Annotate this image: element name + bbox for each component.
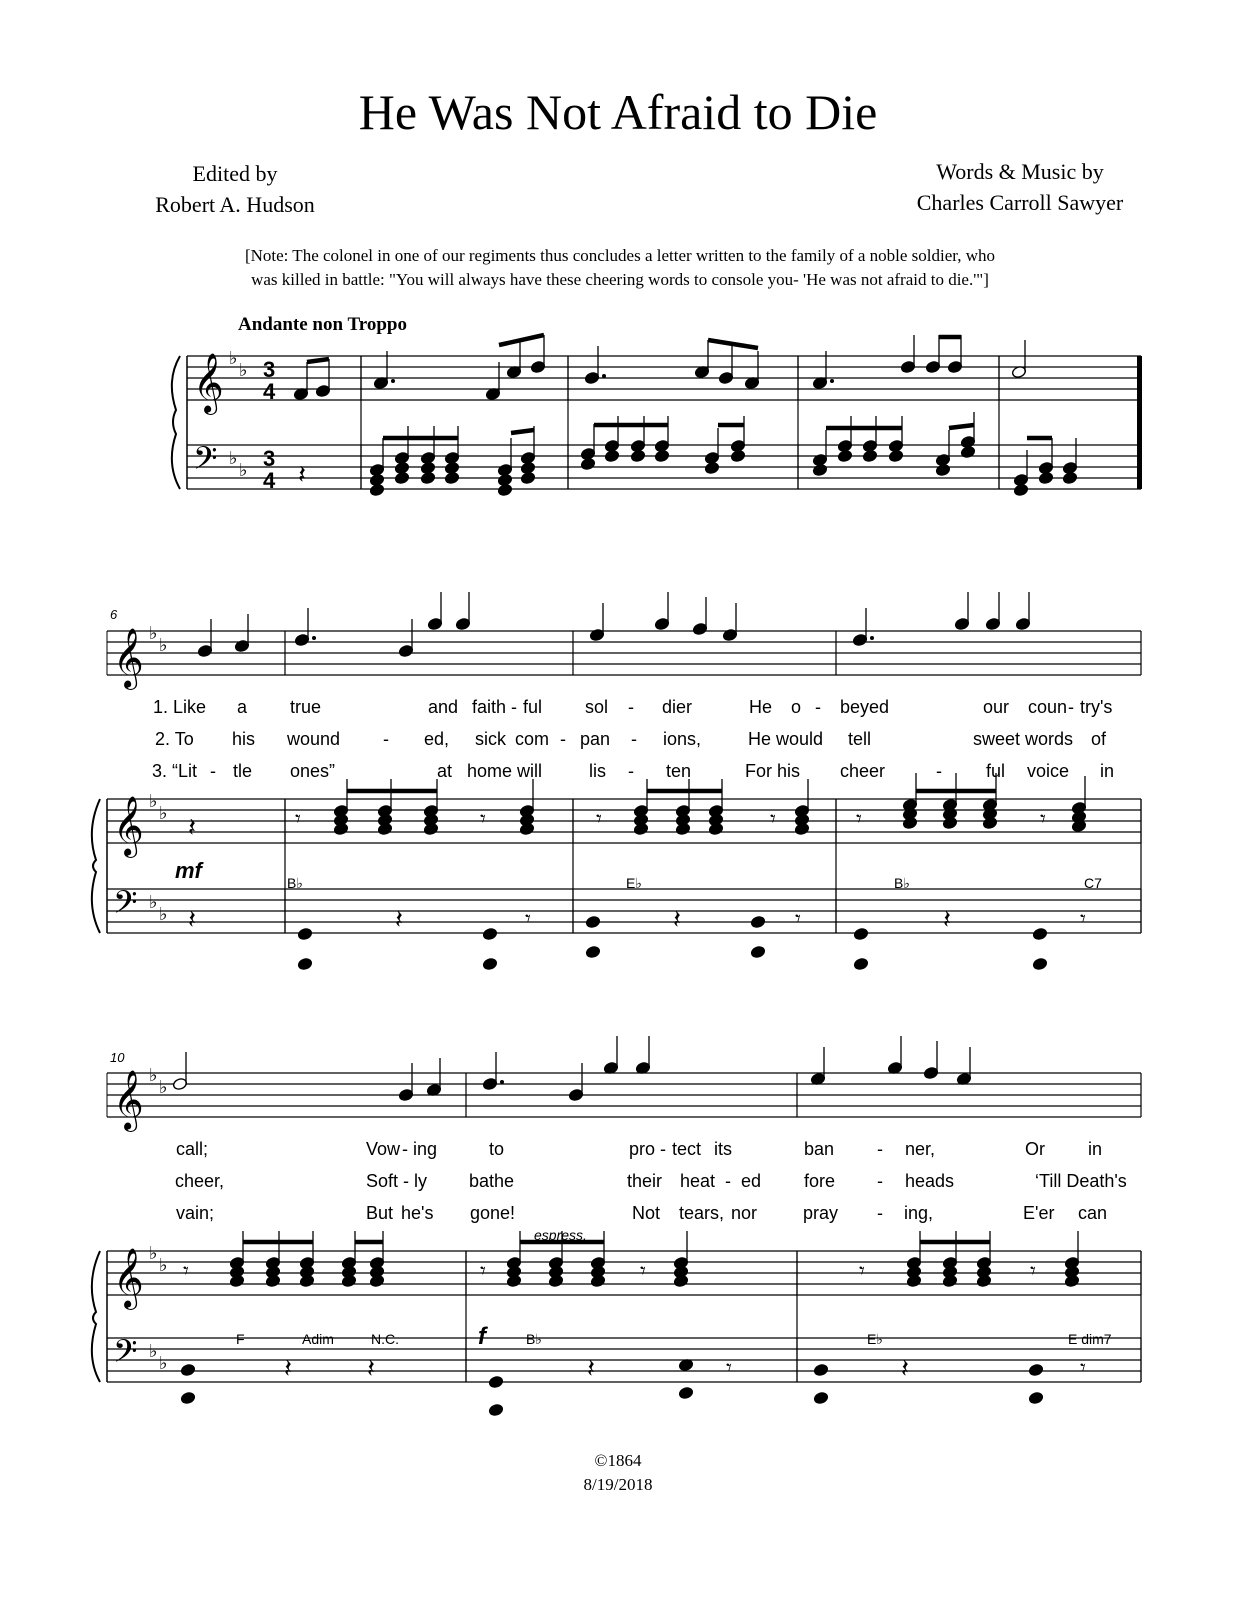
- staff-lines: [107, 356, 1141, 1382]
- quarter-rest-icon: 𝄽: [188, 904, 196, 934]
- brace-icon: [172, 356, 180, 489]
- note-head: [853, 927, 868, 940]
- note: [585, 915, 600, 928]
- note: [568, 1063, 583, 1102]
- flat-icon: ♭: [239, 460, 248, 480]
- lyric: tears,: [679, 1203, 725, 1223]
- note: [813, 1391, 828, 1404]
- lyric: ones”: [290, 761, 336, 781]
- note: [750, 945, 765, 958]
- eighth-rest-icon: 𝄾: [770, 806, 776, 831]
- eighth-rest-icon: 𝄾: [480, 1258, 486, 1283]
- eighth-rest-icon: 𝄾: [1030, 1258, 1036, 1283]
- note-head: [853, 957, 868, 970]
- quarter-rest-icon: 𝄽: [673, 904, 681, 934]
- flat-icon: ♭: [239, 360, 248, 380]
- lyric: -: [511, 697, 517, 717]
- chord-symbol: F: [236, 1331, 245, 1347]
- eighth-rest-icon: 𝄾: [525, 906, 531, 931]
- note: [722, 603, 737, 642]
- time-signature: 3: [263, 357, 276, 382]
- expression-espress: espress.: [534, 1227, 587, 1243]
- bass-clef-icon: 𝄢: [193, 442, 218, 484]
- note: [887, 1036, 902, 1075]
- lyric: coun: [1028, 697, 1068, 717]
- lyric: vain;: [176, 1203, 215, 1223]
- note: [488, 1403, 503, 1416]
- note: [172, 1052, 187, 1091]
- note-line-2: was killed in battle: "You will always have these cheering words to console you- 'He was not afraid to die.'"]: [251, 270, 989, 289]
- quarter-rest-icon: 𝄽: [943, 904, 951, 934]
- lyric: o: [791, 697, 802, 717]
- note: [398, 1063, 413, 1102]
- lyric: their: [627, 1171, 663, 1191]
- quarter-rest-icon: 𝄽: [901, 1353, 909, 1383]
- lyric: sick: [475, 729, 506, 749]
- lyric: com: [515, 729, 550, 749]
- note: [718, 346, 733, 385]
- quarter-rest-icon: 𝄽: [587, 1353, 595, 1383]
- note-head: [585, 945, 600, 958]
- lyric: cheer,: [175, 1171, 225, 1191]
- note: [1028, 1391, 1043, 1404]
- note: [197, 619, 212, 658]
- flat-icon: ♭: [229, 348, 238, 368]
- lyric: -: [725, 1171, 731, 1191]
- treble-clef-icon: 𝄞: [113, 797, 144, 855]
- flat-icon: ♭: [159, 1255, 168, 1275]
- flat-icon: ♭: [159, 1353, 168, 1373]
- note: [293, 362, 308, 401]
- lyric: 3. “Lit: [152, 761, 198, 781]
- lyric: wound: [287, 729, 341, 749]
- note: [900, 335, 915, 374]
- lyric: pray: [803, 1203, 839, 1223]
- composer-label: Words & Music by: [936, 159, 1104, 184]
- lyric: in: [1100, 761, 1115, 781]
- lyric: ful: [523, 697, 543, 717]
- note: [750, 915, 765, 928]
- note: [455, 592, 470, 631]
- lyric: a: [237, 697, 248, 717]
- note: [956, 1047, 971, 1086]
- lyric: pro: [629, 1139, 656, 1159]
- lyric: -: [403, 1171, 409, 1191]
- note: [589, 603, 604, 642]
- lyric: cheer: [840, 761, 886, 781]
- note-head: [1028, 1363, 1043, 1376]
- chord-symbol: E dim7: [1068, 1331, 1112, 1347]
- lyric: For his: [745, 761, 801, 781]
- lyric: heat: [680, 1171, 716, 1191]
- lyric: in: [1088, 1139, 1103, 1159]
- lyric: of: [1091, 729, 1107, 749]
- lyric: voice: [1027, 761, 1070, 781]
- lyric: ful: [986, 761, 1006, 781]
- treble-clef-icon: 𝄞: [113, 1249, 144, 1307]
- lyric: -: [660, 1139, 666, 1159]
- lyric: he's: [401, 1203, 434, 1223]
- treble-clef-icon: 𝄞: [113, 629, 144, 687]
- lyric: Not: [632, 1203, 661, 1223]
- flat-icon: ♭: [149, 1243, 158, 1263]
- lyric: to: [489, 1139, 505, 1159]
- lyric: -: [877, 1139, 883, 1159]
- flat-icon: ♭: [149, 1341, 158, 1361]
- note: [1028, 1363, 1043, 1376]
- note: [954, 592, 969, 631]
- song-title: He Was Not Afraid to Die: [358, 84, 878, 140]
- eighth-rest-icon: 𝄾: [1080, 906, 1086, 931]
- chord-symbol: B♭: [894, 875, 910, 891]
- flat-icon: ♭: [159, 904, 168, 924]
- note-dot: [602, 374, 606, 378]
- lyric: -: [210, 761, 216, 781]
- note-dot: [391, 379, 395, 383]
- lyric: ban: [804, 1139, 835, 1159]
- note: [506, 340, 521, 379]
- note: [398, 619, 413, 658]
- note-head: [678, 1386, 693, 1399]
- note: [853, 927, 868, 940]
- note-head: [180, 1391, 195, 1404]
- editor-label: Edited by: [192, 161, 278, 186]
- chord-symbol: Adim: [302, 1331, 334, 1347]
- note: [485, 362, 500, 401]
- chord-symbol: E♭: [626, 875, 642, 891]
- lyric: -: [877, 1203, 883, 1223]
- eighth-rest-icon: 𝄾: [856, 806, 862, 831]
- date-line: 8/19/2018: [583, 1475, 653, 1494]
- lyrics-system-3: [175, 1139, 1127, 1223]
- note: [180, 1391, 195, 1404]
- note-head: [482, 927, 497, 940]
- lyric: can: [1078, 1203, 1108, 1223]
- note-dot: [500, 1080, 504, 1084]
- lyric: try's: [1080, 697, 1113, 717]
- time-signature: 3: [263, 446, 276, 471]
- lyric: gone!: [470, 1203, 516, 1223]
- lyric: tect: [672, 1139, 702, 1159]
- flat-icon: ♭: [159, 635, 168, 655]
- note: [678, 1386, 693, 1399]
- editor-name: Robert A. Hudson: [155, 192, 315, 217]
- lyric: ner,: [905, 1139, 936, 1159]
- note-head: [750, 945, 765, 958]
- lyric: -: [402, 1139, 408, 1159]
- chord-symbol: B♭: [526, 1331, 542, 1347]
- note: [603, 1036, 618, 1075]
- note: [1011, 340, 1026, 379]
- note: [426, 1058, 441, 1097]
- measure-number-6: 6: [110, 607, 118, 622]
- lyric: sol: [585, 697, 609, 717]
- treble-clef-icon: 𝄞: [193, 354, 224, 412]
- note-head: [488, 1403, 503, 1416]
- eighth-rest-icon: 𝄾: [726, 1355, 732, 1380]
- lyric: lis: [589, 761, 606, 781]
- lyric: his: [232, 729, 256, 749]
- eighth-rest-icon: 𝄾: [1040, 806, 1046, 831]
- lyric: ing: [413, 1139, 438, 1159]
- note: [234, 614, 249, 653]
- flat-icon: ♭: [149, 791, 158, 811]
- lyric: heads: [905, 1171, 955, 1191]
- lyric: sweet words: [973, 729, 1074, 749]
- note-head: [813, 1391, 828, 1404]
- note: [427, 592, 442, 631]
- note-beam: [307, 359, 329, 362]
- tempo-marking: Andante non Troppo: [238, 314, 407, 335]
- flat-icon: ♭: [149, 1065, 158, 1085]
- lyric: -: [1068, 697, 1074, 717]
- lyric: Or: [1025, 1139, 1045, 1159]
- eighth-rest-icon: 𝄾: [795, 906, 801, 931]
- lyric: our: [983, 697, 1010, 717]
- lyric: -: [936, 761, 942, 781]
- lyric: Soft: [366, 1171, 399, 1191]
- eighth-rest-icon: 𝄾: [596, 806, 602, 831]
- lyric: ‘Till Death's: [1035, 1171, 1127, 1191]
- note: [294, 608, 316, 647]
- quarter-rest-icon: 𝄽: [298, 459, 306, 489]
- eighth-rest-icon: 𝄾: [183, 1258, 189, 1283]
- eighth-rest-icon: 𝄾: [859, 1258, 865, 1283]
- note-head: [750, 915, 765, 928]
- eighth-rest-icon: 𝄾: [480, 806, 486, 831]
- note: [482, 957, 497, 970]
- flat-icon: ♭: [229, 448, 238, 468]
- note: [180, 1363, 195, 1376]
- note-dot: [830, 379, 834, 383]
- barlines: [92, 356, 1142, 1382]
- note-head: [180, 1363, 195, 1376]
- chord-symbol: C7: [1084, 875, 1102, 891]
- note: [654, 592, 669, 631]
- lyric: 2. To: [155, 729, 194, 749]
- lyric: -: [628, 697, 634, 717]
- note: [1032, 957, 1047, 970]
- lyric: ten: [666, 761, 692, 781]
- note-head: [1032, 927, 1047, 940]
- note: [1015, 592, 1030, 631]
- lyric: bathe: [469, 1171, 515, 1191]
- chord-symbol: B♭: [287, 875, 303, 891]
- eighth-rest-icon: 𝄾: [295, 806, 301, 831]
- note: [985, 592, 1000, 631]
- lyric: true: [290, 697, 322, 717]
- chord-symbols-system-3: [236, 1331, 1112, 1347]
- bass-clef-icon: 𝄢: [113, 886, 138, 928]
- lyric: He: [749, 697, 773, 717]
- lyric: and: [428, 697, 459, 717]
- note: [812, 351, 834, 390]
- note: [297, 927, 312, 940]
- chord-symbol: E♭: [867, 1331, 883, 1347]
- note-head: [1028, 1391, 1043, 1404]
- note: [852, 608, 874, 647]
- note: [810, 1047, 825, 1086]
- lyric: 1. Like: [153, 697, 207, 717]
- time-signature: 4: [263, 379, 276, 404]
- copyright-line: ©1864: [594, 1451, 642, 1470]
- lyric: -: [877, 1171, 883, 1191]
- quarter-rest-icon: 𝄽: [367, 1353, 375, 1383]
- note-head: [297, 927, 312, 940]
- lyric: But: [366, 1203, 394, 1223]
- note-line-1: [Note: The colonel in one of our regiments thus concludes a letter written to the family of a noble soldier, who: [244, 246, 996, 265]
- note-beam: [511, 430, 534, 433]
- time-signature: 4: [263, 468, 276, 493]
- lyric: faith: [472, 697, 507, 717]
- note-head: [1032, 957, 1047, 970]
- bass-clef-icon: 𝄢: [113, 1335, 138, 1377]
- final-barline: [1137, 356, 1142, 489]
- lyric: home will: [467, 761, 543, 781]
- chord-symbol: N.C.: [371, 1331, 399, 1347]
- lyric: Vow: [366, 1139, 401, 1159]
- treble-clef-icon: 𝄞: [113, 1071, 144, 1129]
- note-beam: [708, 340, 758, 348]
- lyric: -: [383, 729, 389, 749]
- lyric: -: [628, 761, 634, 781]
- note: [297, 957, 312, 970]
- quarter-rest-icon: 𝄽: [284, 1353, 292, 1383]
- brace-icon: [92, 1251, 100, 1382]
- quarter-rest-icon: 𝄽: [395, 904, 403, 934]
- note-dot: [870, 636, 874, 640]
- note: [488, 1375, 503, 1388]
- note: [373, 351, 395, 390]
- flat-icon: ♭: [149, 892, 158, 912]
- lyric: dier: [662, 697, 693, 717]
- lyric: E'er: [1023, 1203, 1055, 1223]
- note: [923, 1041, 938, 1080]
- note: [813, 1363, 828, 1376]
- eighth-rest-icon: 𝄾: [640, 1258, 646, 1283]
- note-beam: [499, 335, 544, 345]
- note: [853, 957, 868, 970]
- lyric: tell: [848, 729, 872, 749]
- brace-icon: [92, 799, 100, 933]
- note: [925, 335, 940, 374]
- eighth-rest-icon: 𝄾: [1080, 1355, 1086, 1380]
- lyric: ly: [414, 1171, 427, 1191]
- composer-name: Charles Carroll Sawyer: [916, 190, 1124, 215]
- lyric: at: [437, 761, 453, 781]
- note-head: [488, 1375, 503, 1388]
- lyric: beyed: [840, 697, 890, 717]
- lyric: ions,: [663, 729, 702, 749]
- note: [584, 346, 606, 385]
- note: [585, 945, 600, 958]
- lyric: pan: [580, 729, 611, 749]
- note-head: [297, 957, 312, 970]
- lyric: nor: [731, 1203, 758, 1223]
- note-beam: [949, 425, 974, 428]
- note: [482, 927, 497, 940]
- lyric: ing,: [904, 1203, 934, 1223]
- flat-icon: ♭: [159, 803, 168, 823]
- lyric: call;: [176, 1139, 209, 1159]
- measure-number-10: 10: [110, 1050, 125, 1065]
- note: [482, 1052, 504, 1091]
- note: [694, 340, 709, 379]
- dynamic-f: f: [478, 1323, 486, 1350]
- lyric: -: [631, 729, 637, 749]
- note: [635, 1036, 650, 1075]
- lyric: -: [815, 697, 821, 717]
- note-head: [813, 1363, 828, 1376]
- lyrics-system-2: [152, 697, 1114, 781]
- lyric: ed: [741, 1171, 762, 1191]
- lyric: its: [714, 1139, 732, 1159]
- note: [692, 597, 707, 636]
- lyric: tle: [233, 761, 253, 781]
- note: [1032, 927, 1047, 940]
- lyric: He would: [748, 729, 824, 749]
- note: [744, 351, 759, 390]
- note-head: [585, 915, 600, 928]
- lyric: fore: [804, 1171, 836, 1191]
- note: [530, 335, 545, 374]
- note: [947, 335, 962, 374]
- quarter-rest-icon: 𝄽: [188, 812, 196, 842]
- lyric: -: [560, 729, 566, 749]
- flat-icon: ♭: [149, 623, 158, 643]
- note-dot: [312, 636, 316, 640]
- dynamic-mf: mf: [175, 858, 202, 883]
- flat-icon: ♭: [159, 1077, 168, 1097]
- lyric: ed,: [424, 729, 450, 749]
- note-head: [482, 957, 497, 970]
